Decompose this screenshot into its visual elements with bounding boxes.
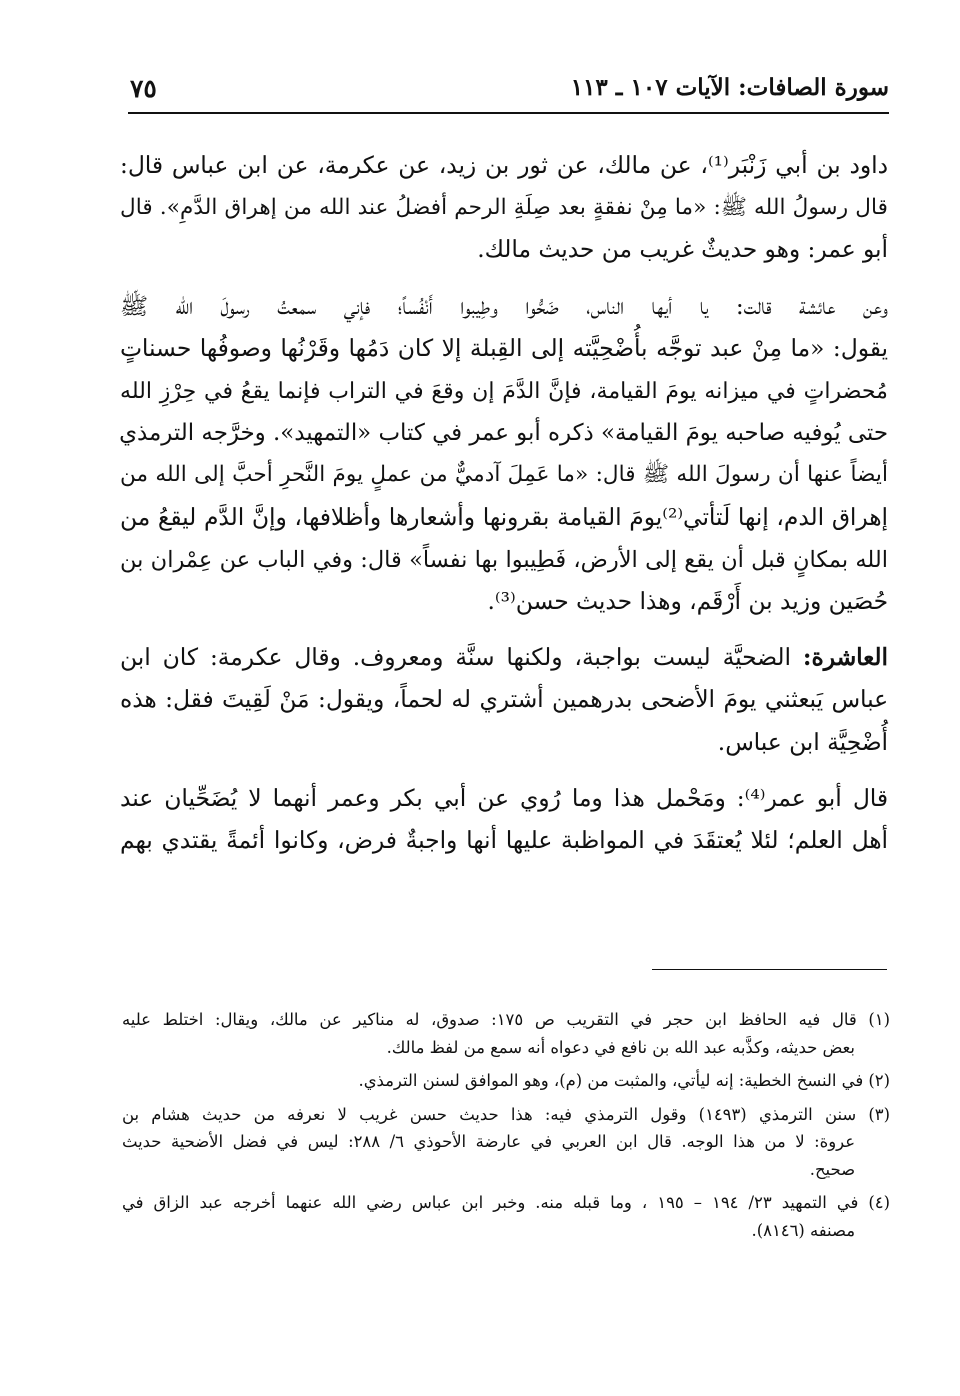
paragraph [120,637,888,764]
footnote [122,1101,890,1184]
text-run: الضحيَّة ليست بواجبة، ولكنها سنَّة ومعروف. وقال عكرمة: كان ابن [120,644,803,672]
section-lead: العاشرة: [802,644,888,672]
footnote [122,1189,890,1244]
text-line: قال أبو عمر⁽⁴⁾: ومَحْمل هذا وما رُوي عن أبي بكر وعمر أنهما لا يُضَحِّيان عند [120,784,888,812]
text-line: حُصَين وزيد بن أَرْقَم، وهذا حديث حسن⁽³⁾. [487,588,888,616]
text-line: الله بمكانٍ قبل أن يقع إلى الأرض، فَطِيبوا بها نفساً» قال: وفي الباب عن عِمْران بن [120,546,888,573]
text-line: أيضاً عنها أن رسولَ الله ﷺ قال: «ما عَمِلَ آدميٌّ من عملٍ يومَ النَّحرِ أحبَّ إلى الله من [120,462,888,488]
main-text [120,145,888,876]
text-line: إهراق الدم، إنها لَتأتي⁽²⁾يومَ القيامة بقرونها وأشعارها وأظلافها، وإنَّ الدَّم ليقعُ من [120,503,888,531]
text-line: أُضْحِيَّة ابن عباس. [717,728,888,756]
footnote-separator [652,969,887,970]
text-line: أهل العلم؛ لئلا يُعتقَدَ في المواظبة عليها أنها واجبةٌ فرض، وكانوا أئمةً يقتدي بهم [120,827,888,855]
footnote-line: (٢) في النسخ الخطية: إنه ليأتي، والمثبت من (م)، وهو الموافق لسنن الترمذي. [358,1071,890,1090]
page-number: ٧٥ [130,74,157,103]
text-line: مُحضراتٍ في ميزانه يومَ القيامة، فإنَّ الدَّمَ إن وقعَ في التراب فإنما يقعُ في حِرْزِ الله [120,378,888,405]
footnotes [122,1006,890,1250]
text-line: قال رسولُ الله ﷺ: «ما مِنْ نفقةٍ بعد صِلَةِ الرحم أفضلُ عند الله من إهراق الدَّمِ». قال [120,195,888,221]
text-line: داود بن أبي زَنْبَر⁽¹⁾، عن مالك، عن ثور بن زيد، عن عكرمة، عن ابن عباس قال: [120,152,888,179]
footnote [122,1067,890,1095]
footnote-line: مصنفه (٨١٤٦). [751,1220,855,1240]
footnote-line: صحيح. [809,1159,855,1179]
text-line: وعن عائشة قالت: يا أيها الناس، ضَحُّوا وطِيبوا أَنْفُساً؛ فإني سمعتُ رسولَ الله ﷺ [120,292,888,320]
footnote-line: بعض حديثه، وكذَّبه عبد الله بن نافع في دعواه أنه سمع من لفظ مالك. [386,1037,855,1057]
running-header [128,70,889,114]
text-line: يقول: «ما مِنْ عبد توجَّه بأُضْحِيَّته إلى القِبلة إلا كان دَمُها وقَرْنُها وصوفُها حسناتٍ [120,334,888,362]
text-line [120,637,888,679]
text-line: أبو عمر: وهو حديثٌ غريب من حديث مالك. [477,236,888,264]
footnote-line: (٣) سنن الترمذي (١٤٩٣) وقول الترمذي فيه: هذا حديث حسن غريب لا نعرفه من حديث هشام بن [122,1104,891,1124]
paragraph [120,778,888,862]
running-title: سورة الصافات: الآيات ١٠٧ ـ ١١٣ [570,74,889,101]
text-line: عباس يَبعثني يومَ الأضحى بدرهمين أشتري له لحماً، ويقول: مَنْ لَقِيتَ فقل: هذه [120,686,888,714]
paragraph [120,145,888,272]
paragraph [120,286,888,624]
footnote [122,1006,890,1061]
text-line: حتى يُوفيه صاحبه يومَ القيامة» ذكره أبو عمر في كتاب «التمهيد». وخرَّجه الترمذي [119,420,888,447]
footnote-line: (٤) في التمهيد ٢٣/ ١٩٤ – ١٩٥ ، وما قبله منه. وخبر ابن عباس رضي الله عنهما أخرجه عبد الزاق في [122,1193,891,1212]
footnote-line: (١) قال فيه الحافظ ابن حجر في التقريب ص ١٧٥: صدوق، له مناكير عن مالك، ويقال: اختلط عليه [122,1010,890,1029]
footnote-line: عروة: لا من هذا الوجه. قال ابن العربي في عارضة الأحوذي ٦/ ٢٨٨: ليس في فضل الأضحية حديث [122,1132,855,1151]
